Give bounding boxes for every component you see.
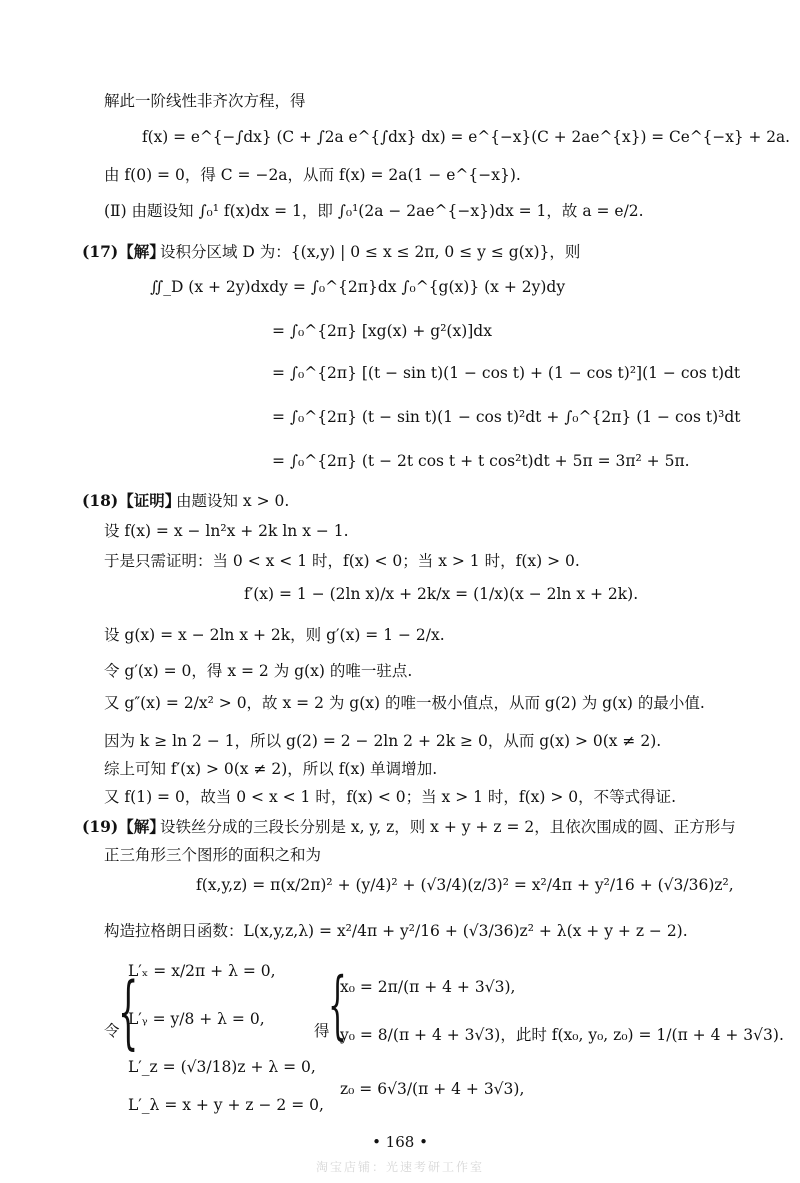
formula-line: = ∫₀^{2π} (t − 2t cos t + t cos²t)dt + 5π = 3π² + 5π. bbox=[272, 452, 690, 470]
text-line: 解此一阶线性非齐次方程，得 bbox=[104, 92, 306, 110]
text-line: 设铁丝分成的三段长分别是 x, y, z，则 x + y + z = 2，且依次围成的圆、正方形与 bbox=[160, 818, 736, 836]
question-tag-17: (17)【解】 bbox=[82, 242, 165, 261]
system-left-brace: { bbox=[118, 965, 139, 1058]
system-equation: L′ᵧ = y/8 + λ = 0, bbox=[128, 1010, 265, 1028]
text-line: 构造拉格朗日函数：L(x,y,z,λ) = x²/4π + y²/16 + (√3/36)z² + λ(x + y + z − 2). bbox=[104, 922, 688, 940]
question-tag-18: (18)【证明】 bbox=[82, 491, 181, 510]
formula-line: f(x,y,z) = π(x/2π)² + (y/4)² + (√3/4)(z/3)² = x²/4π + y²/16 + (√3/36)z², bbox=[196, 876, 734, 894]
watermark: 淘宝店铺：光速考研工作室 bbox=[315, 1160, 484, 1174]
text-line: 令 g′(x) = 0，得 x = 2 为 g(x) 的唯一驻点. bbox=[104, 662, 413, 680]
system-equation: L′_z = (√3/18)z + λ = 0, bbox=[128, 1058, 316, 1076]
solution-value: y₀ = 8/(π + 4 + 3√3)，此时 f(x₀, y₀, z₀) = 1/(π + 4 + 3√3). bbox=[340, 1026, 784, 1044]
system-equation: L′_λ = x + y + z − 2 = 0, bbox=[128, 1096, 324, 1114]
text-line: 又 g″(x) = 2/x² > 0，故 x = 2 为 g(x) 的唯一极小值点，从而 g(2) 为 g(x) 的最小值. bbox=[104, 694, 705, 712]
system-right-label: 得 bbox=[314, 1022, 330, 1040]
formula-line: ∬_D (x + 2y)dxdy = ∫₀^{2π}dx ∫₀^{g(x)} (x + 2y)dy bbox=[150, 278, 566, 296]
text-line: (Ⅱ) 由题设知 ∫₀¹ f(x)dx = 1，即 ∫₀¹(2a − 2ae^{−x})dx = 1，故 a = e/2. bbox=[104, 202, 644, 220]
text-line: 设 f(x) = x − ln²x + 2k ln x − 1. bbox=[104, 522, 349, 540]
page-number: • 168 • bbox=[372, 1133, 428, 1151]
text-line: 设积分区域 D 为：{(x,y) | 0 ≤ x ≤ 2π, 0 ≤ y ≤ g(x)}，则 bbox=[160, 243, 581, 261]
solution-value: x₀ = 2π/(π + 4 + 3√3), bbox=[340, 978, 516, 996]
text-line: 由 f(0) = 0，得 C = −2a，从而 f(x) = 2a(1 − e^{−x}). bbox=[104, 166, 521, 184]
system-right-brace: { bbox=[328, 962, 347, 1048]
question-tag-19: (19)【解】 bbox=[82, 817, 165, 836]
system-equation: L′ₓ = x/2π + λ = 0, bbox=[128, 962, 276, 980]
text-line: 于是只需证明：当 0 < x < 1 时，f(x) < 0；当 x > 1 时，f(x) > 0. bbox=[104, 552, 580, 570]
formula-line: = ∫₀^{2π} [(t − sin t)(1 − cos t) + (1 − cos t)²](1 − cos t)dt bbox=[272, 364, 741, 382]
text-line: 又 f(1) = 0，故当 0 < x < 1 时，f(x) < 0；当 x > 1 时，f(x) > 0，不等式得证. bbox=[104, 788, 677, 806]
system-left-label: 令 bbox=[104, 1022, 120, 1040]
solution-value: z₀ = 6√3/(π + 4 + 3√3), bbox=[340, 1080, 525, 1098]
formula-line: f(x) = e^{−∫dx} (C + ∫2a e^{∫dx} dx) = e^{−x}(C + 2ae^{x}) = Ce^{−x} + 2a. bbox=[142, 128, 791, 146]
text-line: 由题设知 x > 0. bbox=[176, 492, 290, 510]
text-line: 因为 k ≥ ln 2 − 1，所以 g(2) = 2 − 2ln 2 + 2k ≥ 0，从而 g(x) > 0(x ≠ 2). bbox=[104, 732, 662, 750]
text-line: 正三角形三个图形的面积之和为 bbox=[104, 846, 322, 864]
formula-line: = ∫₀^{2π} (t − sin t)(1 − cos t)²dt + ∫₀^{2π} (1 − cos t)³dt bbox=[272, 408, 741, 426]
text-line: 综上可知 f′(x) > 0(x ≠ 2)，所以 f(x) 单调增加. bbox=[104, 760, 438, 778]
formula-line: f′(x) = 1 − (2ln x)/x + 2k/x = (1/x)(x − 2ln x + 2k). bbox=[244, 585, 639, 603]
formula-line: = ∫₀^{2π} [xg(x) + g²(x)]dx bbox=[272, 322, 492, 340]
text-line: 设 g(x) = x − 2ln x + 2k，则 g′(x) = 1 − 2/x. bbox=[104, 626, 445, 644]
